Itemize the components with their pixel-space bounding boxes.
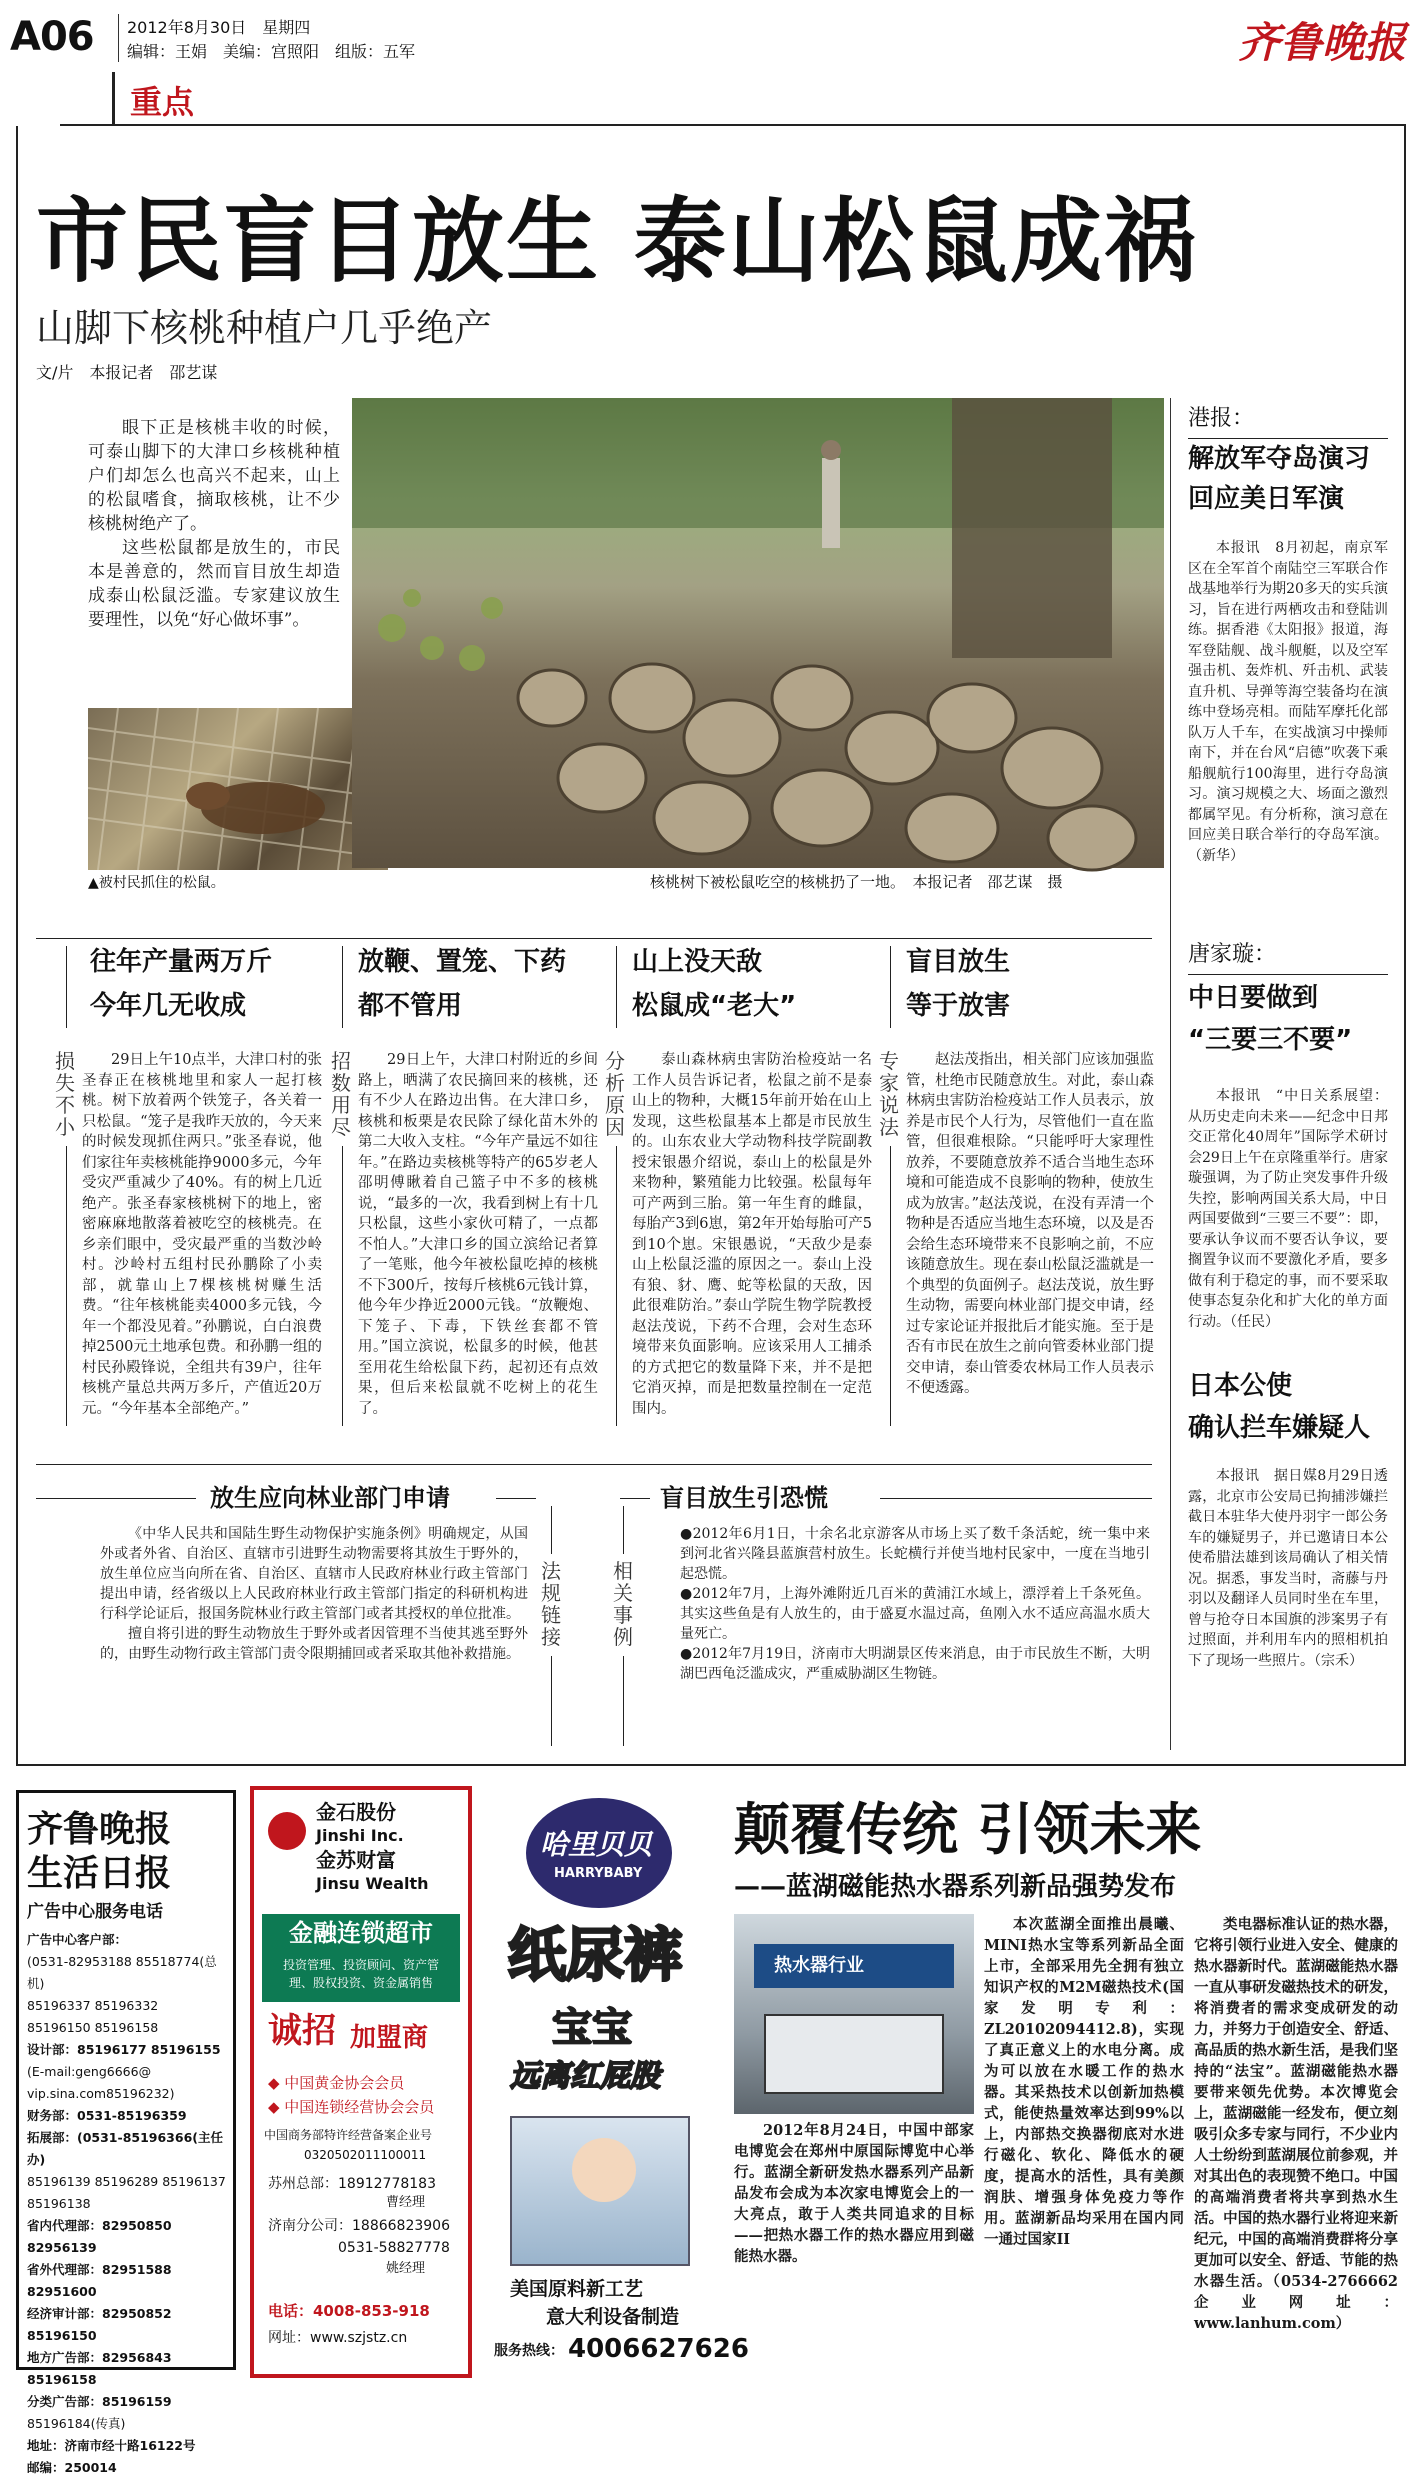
ad3-footer: 意大利设备制造 [546, 2306, 680, 2328]
ad1-contact-list [27, 1929, 227, 2479]
tag-rule [616, 1146, 617, 1426]
newspaper-logo: 齐鲁晚报 [1238, 18, 1407, 67]
ad3-tag: 远离红屁股 [510, 2059, 660, 2094]
ad1-line: 广告中心客户部： [27, 1932, 128, 1947]
column-tag: 损失不小 [55, 1049, 75, 1139]
masthead-divider [118, 14, 119, 62]
sidebar-rule [1188, 974, 1388, 975]
ad1-title: 齐鲁晚报 [27, 1808, 172, 1850]
related-rule [620, 1498, 650, 1499]
law-tag: 法规链接 [541, 1559, 561, 1649]
ad2-member: ◆ 中国连锁经营协会会员 [268, 2098, 435, 2116]
tag-rule [66, 946, 67, 1028]
law-paragraph: 擅自将引进的野生动物放生于野外或者因管理不当使其逃至野外的，由野生动物行政主管部门责令限期捕回或者采取其他补救措施。 [100, 1626, 528, 1662]
column-headline: 放鞭、置笼、下药 [358, 947, 567, 977]
column-tag: 分析原因 [605, 1049, 625, 1139]
ad2-banner: 金融连锁超市 [262, 1914, 460, 1952]
ad2-jinan: 济南分公司：18866823906 [268, 2218, 450, 2234]
column-headline: 往年产量两万斤 [90, 947, 273, 977]
column-headline: 松鼠成“老大” [632, 991, 797, 1021]
sidebar-rule [1188, 438, 1388, 439]
masthead-weekday: 星期四 [262, 18, 311, 37]
ad1-line: (E-mail:geng6666@ [27, 2064, 152, 2079]
ad-harrybaby [486, 1790, 749, 2370]
ad2-brand-en: Jinshi Inc. [316, 1826, 404, 1845]
ad2-hq-contact: 曹经理 [386, 2195, 426, 2210]
squirrel-cage-photo [88, 708, 388, 870]
ad4-text-col0 [734, 2120, 974, 2267]
small-photo-caption: ▲被村民抓住的松鼠。 [88, 875, 225, 891]
ad2-join: 加盟商 [350, 2023, 429, 2053]
ad1-line: 省外代理部：82951588 82951600 [27, 2262, 172, 2299]
baby-face-icon [572, 2138, 636, 2202]
ad-lanhu-heater [726, 1790, 1406, 2370]
ad4-text-col1 [984, 1914, 1184, 2360]
ad3-logo: 哈里贝贝 [540, 1828, 653, 1861]
law-rule [36, 1498, 196, 1499]
ad1-line: (0531-82953188 85518774(总机) [27, 1954, 217, 1991]
tag-rule [342, 1146, 343, 1426]
masthead-date-line [127, 18, 310, 38]
ad3-product: 纸尿裤 [508, 1921, 683, 1989]
sidebar-story-text [1188, 1466, 1388, 1671]
walnut-shells-photo [352, 398, 1164, 868]
main-headline: 市民盲目放生 泰山松鼠成祸 [36, 188, 1199, 295]
law-rule [496, 1498, 536, 1499]
tag-rule [342, 946, 343, 1028]
booth-display [764, 2014, 944, 2094]
sidebar-kicker: 唐家璇： [1188, 942, 1277, 967]
tag-rule [890, 946, 891, 1028]
ad1-line: vip.sina.com85196232) [27, 2086, 175, 2101]
jinshi-logo-icon [268, 1812, 306, 1850]
lead-paragraph: 眼下正是核桃丰收的时候，可泰山脚下的大津口乡核桃种植户们却怎么也高兴不起来，山上的松鼠嗜食，摘取核桃，让不少核桃树绝产了。 [88, 418, 340, 534]
tag-rule [551, 1506, 552, 1554]
ad2-hq: 苏州总部：18912778183 [268, 2176, 436, 2192]
sidebar-headline: 回应美日军演 [1188, 484, 1345, 514]
ad1-line: 85196138 [27, 2196, 91, 2211]
ad1-line: 经济审计部：82950852 85196150 [27, 2306, 172, 2343]
ad3-hotline-label: 服务热线： [494, 2343, 564, 2359]
sidebar-story-text [1188, 1086, 1388, 1332]
columns-top-rule [36, 938, 1152, 939]
column-tag: 招数用尽 [331, 1049, 351, 1139]
column-body [906, 1050, 1154, 1450]
ad1-title: 生活日报 [27, 1852, 172, 1894]
tag-rule [551, 1656, 552, 1746]
masthead-date: 2012年8月30日 [127, 18, 247, 37]
page-number: A06 [10, 14, 94, 60]
ad1-line: 邮编：250014 [27, 2460, 117, 2475]
column-headline: 今年几无收成 [90, 991, 247, 1021]
byline: 文/片 本报记者 邵艺谋 [36, 363, 218, 382]
sidebar-headline: 确认拦车嫌疑人 [1188, 1413, 1371, 1443]
main-photo-caption: 核桃树下被松鼠吃空的核桃扔了一地。 本报记者 邵艺谋 摄 [650, 873, 1063, 891]
column-paragraph: 29日上午10点半，大津口村的张圣春正在核桃地里和家人一起打核桃。树下放着两个铁笼子，各关着一只松鼠。“笼子是我昨天放的，今天来的时候发现抓住两只。”张圣春说，他们家往年卖核桃能挣9000多元，今年受灾严重减少了40%。有的树上几近绝产。张圣春家核桃树下的地上，密密麻麻地散落着被吃空的核桃壳。在乡亲们眼中，受灾最严重的当数沙岭村。沙岭村五组村民孙鹏除了小卖部，就靠山上7棵核桃树赚生活费。“往年核桃能卖4000多元钱，今年一个都没见着。”孙鹏说，白白浪费掉2500元土地承包费。和孙鹏一组的村民孙殿锋说，全组共有39户，往年核桃产量总共两万多斤，产值近20万元。“今年基本全部绝产。” [82, 1052, 322, 1417]
ad1-line: 省内代理部：82950850 82956139 [27, 2218, 172, 2255]
ad1-line: 拓展部：(0531-85196366(主任办) [27, 2130, 223, 2167]
sidebar-headline: 日本公使 [1188, 1371, 1293, 1401]
ad1-subtitle: 广告中心服务电话 [27, 1902, 163, 1922]
law-headline: 放生应向林业部门申请 [210, 1484, 450, 1512]
ad1-line: 设计部：85196177 85196155 [27, 2042, 221, 2057]
sidebar-kicker: 港报： [1188, 406, 1255, 431]
ad2-cert-no: 0320502011100011 [304, 2148, 427, 2162]
lead-text [88, 416, 340, 632]
tag-rule [623, 1656, 624, 1746]
ad2-brand: 金石股份 [316, 1800, 396, 1824]
bottom-section-rule [36, 1464, 1152, 1465]
column-body [632, 1050, 872, 1450]
ad2-jinan-tel: 0531-58827778 [338, 2240, 450, 2256]
ad1-line: 地址：济南市经十路16122号 [27, 2438, 196, 2453]
ad4-text-col2 [1194, 1914, 1398, 2360]
column-tag: 专家说法 [879, 1049, 899, 1139]
sidebar-headline: “三要三不要” [1188, 1025, 1353, 1055]
ad1-line: 85196184(传真) [27, 2416, 126, 2431]
ad4-paragraph: 2012年8月24日，中国中部家电博览会在郑州中原国际博览中心举行。蓝湖全新研发热水器系列产品新品发布会成为本次家电博览会上的一大亮点，敢于人类共同追求的目标——把热水器工作的热水器应用到磁能热水器。 [734, 2122, 974, 2265]
ad3-logo-en: HARRYBABY [554, 1866, 643, 1881]
related-item: ●2012年7月，上海外滩附近几百米的黄浦江水域上，漂浮着上千条死鱼。其实这些鱼是有人放生的，由于盛夏水温过高，鱼刚入水不适应高温水质大量死亡。 [680, 1586, 1150, 1642]
section-label: 重点 [130, 83, 195, 121]
column-headline: 等于放害 [906, 991, 1011, 1021]
diaper-package-image [510, 2116, 690, 2266]
ad2-website: 网址：www.szjstz.cn [268, 2330, 408, 2346]
ad2-brand-en: Jinsu Wealth [316, 1874, 429, 1893]
expo-booth-photo [734, 1914, 974, 2114]
ad3-tag: 宝宝 [552, 2005, 632, 2051]
related-item: ●2012年7月19日，济南市大明湖景区传来消息，由于市民放生不断，大明湖巴西龟泛滥成灾，严重威胁湖区生物链。 [680, 1646, 1150, 1682]
sidebar-paragraph: 本报讯 “中日关系展望：从历史走向未来——纪念中日邦交正常化40周年”国际学术研讨会29日上午在京隆重举行。唐家璇强调，为了防止突发事件升级失控，影响两国关系大局，中日两国要做到“三要三不要”：即，要承认争议而不要否认争议，要搁置争议而不要激化矛盾，要多做有利于稳定的事，而不要采取使事态复杂化和扩大化的单方面行动。（任民） [1188, 1088, 1388, 1330]
ad3-hotline: 4006627626 [568, 2334, 749, 2364]
lead-paragraph: 这些松鼠都是放生的，市民本是善意的，然而盲目放生却造成泰山松鼠泛滥。专家建议放生要理性，以免“好心做坏事”。 [88, 538, 340, 630]
ad1-line: 分类广告部：85196159 [27, 2394, 172, 2409]
law-body [100, 1524, 528, 1664]
sidebar-paragraph: 本报讯 据日媒8月29日透露，北京市公安局已拘捕涉嫌拦截日本驻华大使丹羽宇一郎公务车的嫌疑男子，并已邀请日本公使希腊法雄到该局确认了相关情况。据悉，事发当时，斋藤与丹羽以及翻译人员同时坐在车里，曾与抢夺日本国旗的涉案男子有过照面，并利用车内的照相机拍下了现场一些照片。（宗禾） [1188, 1468, 1388, 1669]
ad2-phone: 电话：4008-853-918 [268, 2302, 430, 2320]
sidebar-story-text [1188, 538, 1388, 866]
ad1-line: 地方广告部：82956843 85196158 [27, 2350, 172, 2387]
walnut-scene-graphic [352, 398, 1164, 868]
related-rule [880, 1498, 1152, 1499]
ad3-footer: 美国原料新工艺 [510, 2278, 644, 2300]
ad1-line: 85196139 85196289 85196137 [27, 2174, 226, 2189]
tag-rule [623, 1506, 624, 1554]
sidebar-divider [1170, 398, 1171, 1750]
ad4-paragraph: 类电器标准认证的热水器，它将引领行业进入安全、健康的热水器新时代。蓝湖磁能热水器一直从事研发磁热技术的研发，将消费者的需求变成研发的动力，并努力于创造安全、舒适、高品质的热水新生活，是我们坚持的“法宝”。蓝湖磁能热水器要带来领先优势。本次博览会上，蓝湖磁能一经发布，便立刻吸引众多专家与同行，不少业内人士纷纷到蓝湖展位前参观，并对其出色的表现赞不绝口。中国的高端消费者将共享到热水生活。中国的热水器行业将迎来新纪元，中国的高端消费群将分享更加可以安全、舒适、节能的热水器生活。（0534-2766662 企业网址：www.lanhum.com） [1194, 1916, 1398, 2332]
related-tag: 相关事例 [613, 1559, 633, 1649]
column-body [82, 1050, 322, 1450]
masthead-staff: 编辑：王娟 美编：宫照阳 组版：五军 [127, 42, 416, 61]
related-item: ●2012年6月1日，十余名北京游客从市场上买了数千条活蛇，统一集中来到河北省兴隆县蓝旗营村放生。长蛇横行并使当地村民家中，一度在当地引起恐慌。 [680, 1526, 1150, 1582]
ad4-paragraph: 本次蓝湖全面推出晨曦、MINI热水宝等系列新品全面上市，全部采用先全拥有独立知识产权的M2M磁热技术(国家发明专利：ZL20102094412.8)，实现了真正意义上的水电分离。成为可以放在水暖工作的热水器。其采热技术以创新加热模式，能使热量效率达到99%以上，内部热交换器彻底对水进行磁化、软化、降低水的硬度，提高水的活性，具有美颜润肤、增强身体免疫力等作用。蓝湖新品均采用在国内同一通过国家II [984, 1916, 1184, 2248]
ad2-brand: 金苏财富 [316, 1848, 396, 1872]
tag-rule [890, 1146, 891, 1426]
column-body [358, 1050, 598, 1450]
column-paragraph: 泰山森林病虫害防治检疫站一名工作人员告诉记者，松鼠之前不是泰山上的物种，大概15年前开始在山上发现，这些松鼠基本上都是市民放生的。山东农业大学动物科技学院副教授宋银愚介绍说，泰山上的松鼠是外来物种，繁殖能力比较强。松鼠每年可产两到三胎。第一年生育的雌鼠，每胎产3到6崽，第2年开始每胎可产5到10个崽。宋银愚说，“天敌少是泰山上松鼠泛滥的原因之一。泰山上没有狼、豺、鹰、蛇等松鼠的天敌，因此很难防治。”泰山学院生物学院教授赵法茂说，下药不合理，会对生态环境带来负面影响。应该采用人工捕杀的方式把它的数量降下来，并不是把它消灭掉，而是把数量控制在一定范围内。 [632, 1052, 872, 1417]
ad-jinshi-finance [250, 1786, 472, 2378]
tag-rule [66, 1146, 67, 1426]
ad2-jinan-contact: 姚经理 [386, 2261, 426, 2276]
sidebar-paragraph: 本报讯 8月初起，南京军区在全军首个南陆空三军联合作战基地举行为期20多天的实兵演习，旨在进行两栖攻击和登陆训练。据香港《太阳报》报道，海军登陆舰、战斗舰艇，以及空军强击机、轰炸机、歼击机、武装直升机、导弹等海空装备均在演练中登场亮相。而陆军摩托化部队万人千车，在实战演习中操师南下，并在台风“启德”吹袭下乘船舰航行100海里，进行夺岛演习。演习规模之大、场面之激烈都属罕见。有分析称，演习意在回应美日联合举行的夺岛军演。（新华） [1188, 540, 1388, 864]
related-headline: 盲目放生引恐慌 [660, 1484, 828, 1512]
related-body [680, 1524, 1150, 1684]
tag-rule [616, 946, 617, 1028]
law-paragraph: 《中华人民共和国陆生野生动物保护实施条例》明确规定，从国外或者外省、自治区、直辖市引进野生动物需要将其放生于野外的，放生单位应当向所在省、自治区、直辖市人民政府林业行政主管部门提出申请，经省级以上人民政府林业行政主管部门指定的科研机构进行科学论证后，报国务院林业行政主管部门或者其授权的单位批准。 [100, 1526, 528, 1622]
ad2-member: ◆ 中国黄金协会会员 [268, 2074, 405, 2092]
sidebar-headline: 中日要做到 [1188, 983, 1319, 1013]
ad4-subtitle: ——蓝湖磁能热水器系列新品强势发布 [734, 1872, 1177, 1902]
ad4-title: 颠覆传统 引领未来 [734, 1798, 1202, 1863]
ad2-services: 投资管理、投资顾问、资产管理、股权投资、资金属销售 [262, 1952, 460, 2002]
cage-mesh-graphic [88, 708, 388, 870]
booth-banner-text: 热水器行业 [774, 1955, 864, 1976]
ad1-line: 85196150 85196158 [27, 2020, 159, 2035]
ad1-line: 85196337 85196332 [27, 1998, 159, 2013]
ad1-line: 财务部：0531-85196359 [27, 2108, 187, 2123]
column-headline: 都不管用 [358, 991, 463, 1021]
column-headline: 盲目放生 [906, 947, 1011, 977]
ad-qilu-service [16, 1790, 236, 2475]
sidebar-headline: 解放军夺岛演习 [1188, 444, 1371, 474]
column-paragraph: 赵法茂指出，相关部门应该加强监管，杜绝市民随意放生。对此，泰山森林病虫害防治检疫站工作人员表示，放养是市民个人行为，尽管他们一直在监管，但很难根除。“只能呼吁大家理性放养，不要随意放养不适合当地生态环境和可能造成不良影响的物种，使放生成为放害。”赵法茂说，在没有弄清一个物种是否适应当地生态环境，以及是否会给生态环境带来不良影响之前，不应该随意放生。现在泰山松鼠泛滥就是一个典型的负面例子。赵法茂说，放生野生动物，需要向林业部门提交申请，经过专家论证并报批后才能实施。至于是否有市民在放生之前向管委林业部门提交申请，泰山管委农林局工作人员表示不便透露。 [906, 1052, 1154, 1396]
sub-headline: 山脚下核桃种植户几乎绝产 [36, 306, 493, 350]
column-paragraph: 29日上午，大津口村附近的乡间路上，晒满了农民摘回来的核桃，还有不少人在路边出售。在大津口乡，核桃和板栗是农民除了绿化苗木外的第二大收入支柱。“今年产量远不如往年。”在路边卖核桃等特产的65岁老人邵明傅瞅着自己篮子中不多的核桃说，“最多的一次，我看到树上有十几只松鼠，这些小家伙可精了，一点都不怕人。”大津口乡的国立滨给记者算了一笔账，他今年被松鼠吃掉的核桃不下300斤，按每斤核桃6元钱计算，他今年少挣近2000元钱。“放鞭炮、下笼子、下毒，下铁丝套都不管用。”国立滨说，松鼠多的时候，他甚至用花生给松鼠下药，起初还有点效果，但后来松鼠就不吃树上的花生了。 [358, 1052, 598, 1417]
ad2-recruit: 诚招 [268, 2011, 336, 2051]
column-headline: 山上没天敌 [632, 947, 763, 977]
section-marker [112, 72, 115, 126]
ad2-cert: 中国商务部特许经营备案企业号 [264, 2128, 433, 2142]
